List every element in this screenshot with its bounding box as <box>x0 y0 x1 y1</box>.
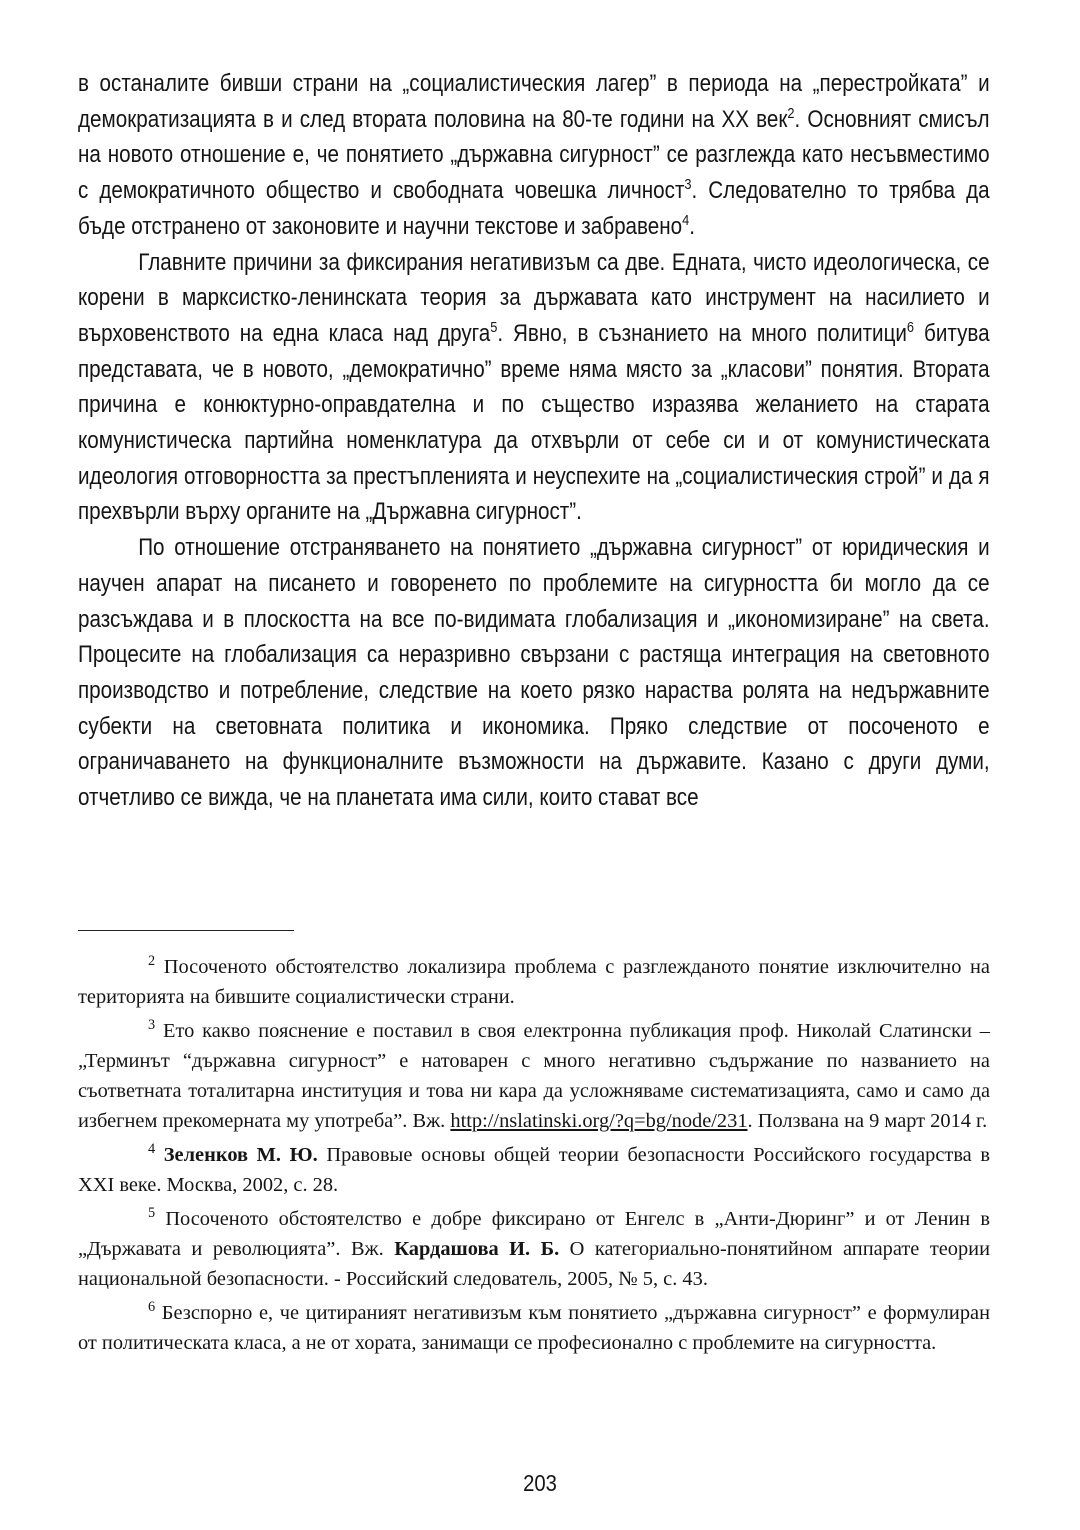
footnote-number: 2 <box>148 953 156 970</box>
footnote-link[interactable]: http://nslatinski.org/?q=bg/node/231 <box>450 1110 748 1132</box>
paragraph-1-part-a: в останалите бивши страни на „социалистическия лагер” в периода на „перестройката” и демократизацията в и след втората половина на 80-те години на ХХ век <box>78 70 990 133</box>
footnote-text: Посоченото обстоятелство локализира проблема с разглежданото понятие изключително на територията на бившите социалистически страни. <box>78 956 990 1008</box>
paragraph-2 <box>78 245 990 531</box>
paragraph-1-part-d: . <box>689 212 695 240</box>
footnote-text-after: О категориально-понятийном аппарате теории национальной безопасности. - Российский следователь, 2005, № 5, с. 43. <box>78 1238 991 1290</box>
footnote-text: Правовые основы общей теории безопасности Российского государства в XXI веке. Москва, 2002, с. 28. <box>78 1144 990 1196</box>
footnote-number: 3 <box>148 1017 156 1034</box>
footnote-text-after: . Ползвана на 9 март 2014 г. <box>747 1110 988 1132</box>
paragraph-2-part-b: . Явно, в съзнанието на много политици <box>497 319 907 347</box>
footnote-author: Кардашова И. Б. <box>394 1238 560 1260</box>
footnote-number: 6 <box>148 1299 156 1316</box>
footnote-5 <box>78 1204 990 1294</box>
paragraph-1-part-c: . Следователно то трябва да бъде отстранено от законовите и научни текстове и забравено <box>78 177 990 240</box>
paragraph-2-part-a: Главните причини за фиксирания негативизъм са две. Едната, чисто идеологическа, се корени в марксистко-ленинската теория за държавата като инструмент на насилието и върховенството на една класа над друга <box>78 248 990 347</box>
footnote-text: Ето какво пояснение е поставил в своя електронна публикация проф. Николай Слатински – „Терминът “държавна сигурност” е натоварен с много негативно съдържание по названието на съответната тоталитарна институция и това ни кара да усложняваме систематизацията, само и само да избегнем прекомерната му употреба”. Вж. <box>78 1020 990 1132</box>
paragraph-1-part-b: . Основният смисъл на новото отношение е, че понятието „държавна сигурност” се разглежда като несъвместимо с демократичното общество и свободната човешка личност <box>78 105 990 205</box>
paragraph-3: По отношение отстраняването на понятието „държавна сигурност” от юридическия и научен апарат на писането и говоренето по проблемите на сигурността би могло да се разсъждава и в плоскостта на все по-видимата глобализация и „икономизиране” на света. Процесите на глобализация са неразривно свързани с растяща интеграция на световното производство и потребление, следствие на което рязко нараства ролята на недържавните субекти на световната политика и икономика. Пряко следствие от посоченото е ограничаването на функционалните възможности на държавите. Казано с други думи, отчетливо се вижда, че на планетата има сили, които стават все <box>78 534 990 812</box>
footnote-6 <box>78 1298 990 1358</box>
footnote-ref-4[interactable]: 4 <box>682 212 690 229</box>
main-text <box>78 66 990 816</box>
page-number: 203 <box>523 1470 557 1496</box>
paragraph-1 <box>78 66 990 245</box>
footnote-author: Зеленков М. Ю. <box>163 1144 318 1166</box>
footnote-ref-5[interactable]: 5 <box>490 319 498 336</box>
footnotes <box>78 952 990 1362</box>
footnote-4 <box>78 1140 990 1200</box>
footnote-3 <box>78 1016 990 1136</box>
footnote-ref-6[interactable]: 6 <box>906 319 915 336</box>
footnote-ref-2[interactable]: 2 <box>787 105 795 122</box>
footnote-separator <box>78 930 294 931</box>
paragraph-2-part-c: битува представата, че в новото, „демократично” време няма място за „класови” понятия. Втората причина е конюктурно-оправдателна и по същество изразява желанието на старата комунистическа партийна номенклатура да отхвърли от себе си и от комунистическата идеология отговорността за престъпленията и неуспехите на „социалистическия строй” и да я прехвърли върху органите на „Държавна сигурност”. <box>78 319 990 526</box>
footnote-2 <box>78 952 990 1012</box>
footnote-text: Безспорно е, че цитираният негативизъм към понятието „държавна сигурност” е формулиран от политическата класа, а не от хората, занимащи се професионално с проблемите на сигурността. <box>78 1302 990 1354</box>
footnote-ref-3[interactable]: 3 <box>684 177 692 194</box>
footnote-number: 5 <box>148 1205 156 1222</box>
footnote-text: Посоченото обстоятелство е добре фиксирано от Енгелс в „Анти-Дюринг” и от Ленин в „Държавата и революцията”. Вж. <box>78 1208 990 1260</box>
footnote-number: 4 <box>148 1141 156 1158</box>
